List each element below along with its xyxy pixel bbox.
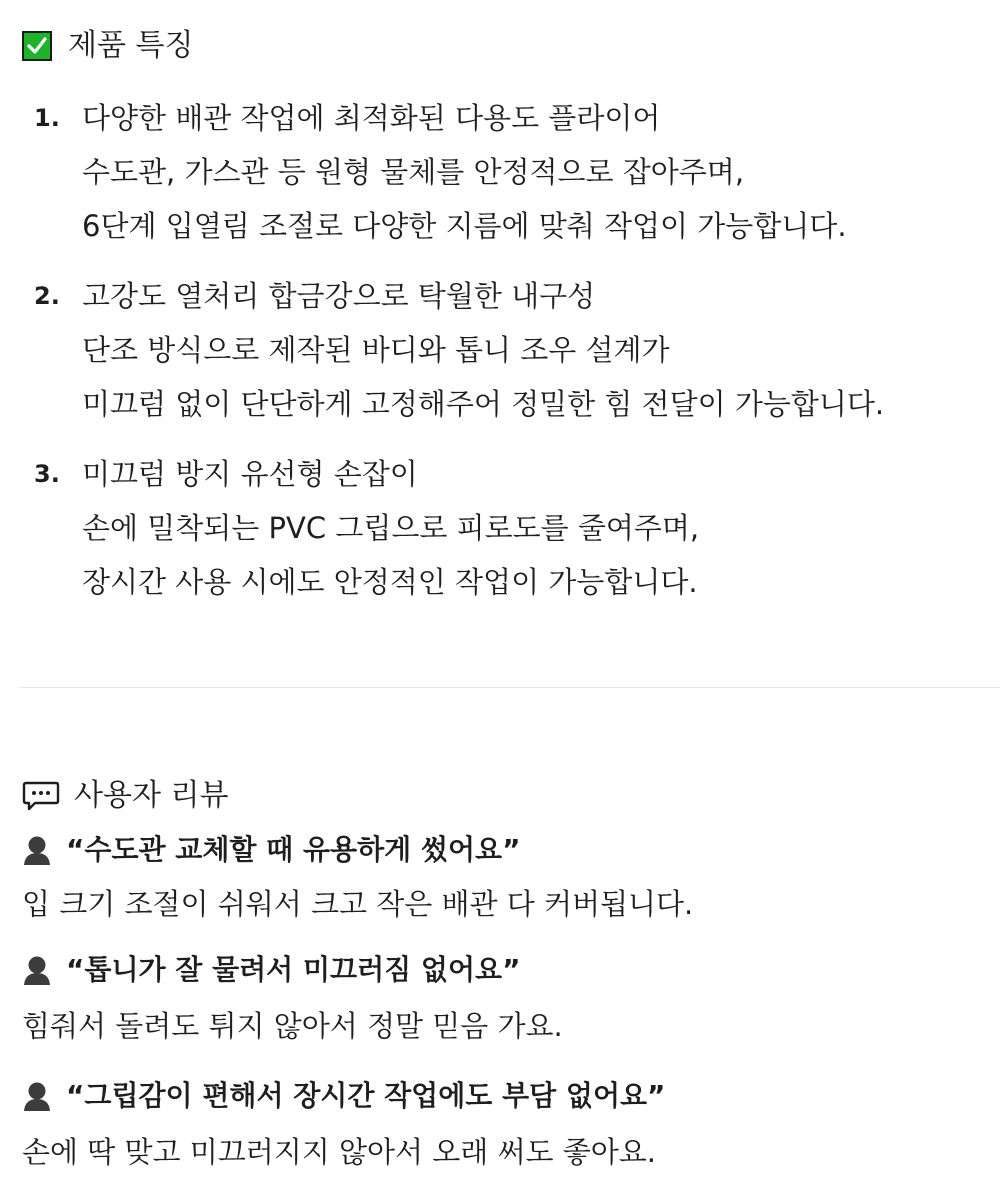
feature-text: 미끄럼 없이 단단하게 고정해주어 정밀한 힘 전달이 가능합니다. xyxy=(82,387,885,421)
features-heading xyxy=(22,26,193,66)
review-quote xyxy=(22,1076,665,1116)
section-divider xyxy=(20,687,1000,688)
review-body: 입 크기 조절이 쉬워서 크고 작은 배관 다 커버됩니다. xyxy=(22,887,694,921)
review-quote-text: “톱니가 잘 물려서 미끄러짐 없어요” xyxy=(66,953,521,986)
review-quote xyxy=(22,830,520,870)
feature-number: 1. xyxy=(34,104,60,132)
features-title: 제품 특징 xyxy=(68,28,194,63)
feature-text: 손에 밀착되는 PVC 그립으로 피로도를 줄여주며, xyxy=(82,511,700,545)
check-mark-icon xyxy=(22,31,52,61)
review-body: 힘줘서 돌려도 튀지 않아서 정말 믿음 가요. xyxy=(22,1009,563,1043)
review-quote xyxy=(22,950,520,990)
feature-text: 장시간 사용 시에도 안정적인 작업이 가능합니다. xyxy=(82,565,698,599)
reviews-title: 사용자 리뷰 xyxy=(74,778,229,813)
review-quote-text: “수도관 교체할 때 유용하게 썼어요” xyxy=(66,833,521,866)
feature-number: 2. xyxy=(34,282,60,310)
user-avatar-icon xyxy=(22,834,52,866)
reviews-heading xyxy=(22,776,228,816)
feature-text: 수도관, 가스관 등 원형 물체를 안정적으로 잡아주며, xyxy=(82,155,745,189)
feature-text: 6단계 입열림 조절로 다양한 지름에 맞춰 작업이 가능합니다. xyxy=(82,209,847,243)
user-avatar-icon xyxy=(22,1080,52,1112)
feature-heading: 다양한 배관 작업에 최적화된 다용도 플라이어 xyxy=(82,101,661,135)
review-body: 손에 딱 맞고 미끄러지지 않아서 오래 써도 좋아요. xyxy=(22,1135,657,1169)
speech-bubble-icon xyxy=(22,780,60,812)
feature-heading: 고강도 열처리 합금강으로 탁월한 내구성 xyxy=(82,279,596,313)
user-avatar-icon xyxy=(22,954,52,986)
feature-number: 3. xyxy=(34,460,60,488)
feature-text: 단조 방식으로 제작된 바디와 톱니 조우 설계가 xyxy=(82,333,670,367)
feature-heading: 미끄럼 방지 유선형 손잡이 xyxy=(82,457,418,491)
review-quote-text: “그립감이 편해서 장시간 작업에도 부담 없어요” xyxy=(66,1079,666,1112)
